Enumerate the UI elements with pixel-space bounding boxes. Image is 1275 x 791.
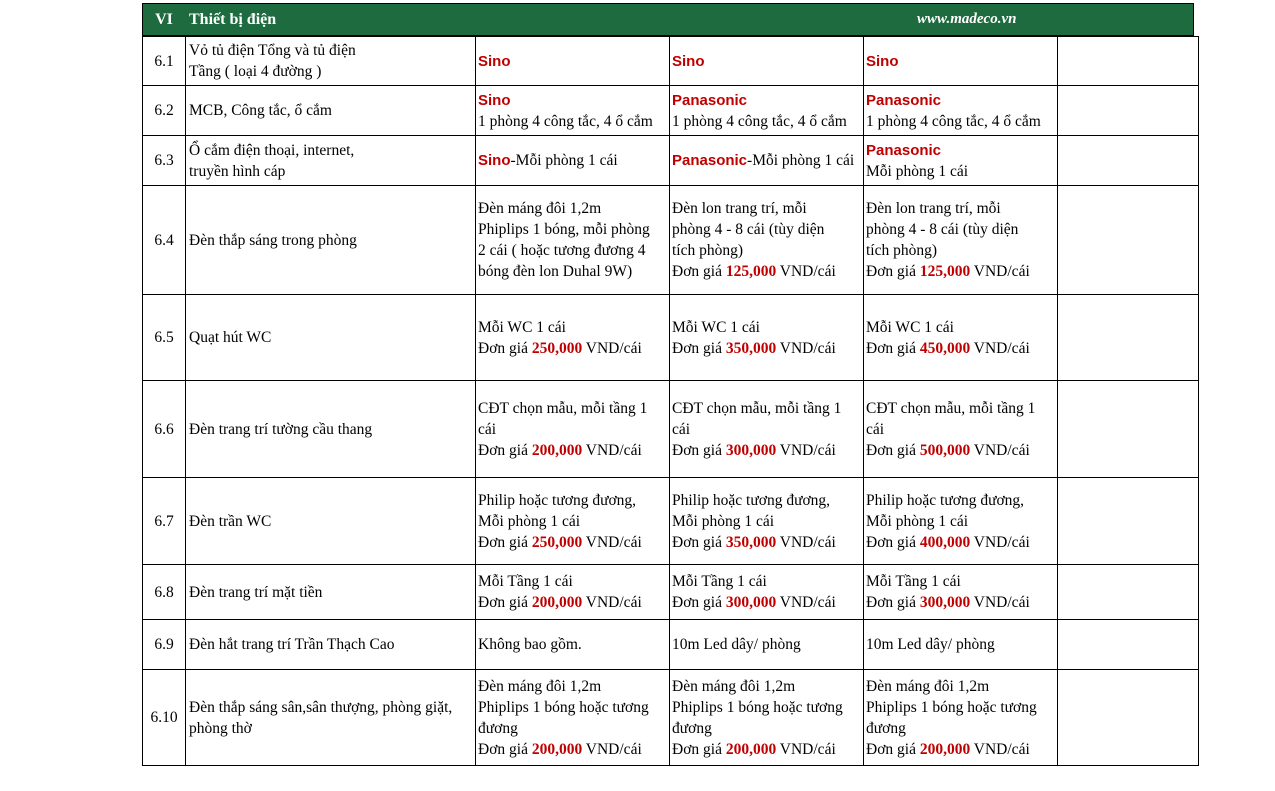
description-line: Đèn thắp sáng sân,sân thượng, phòng giặt,	[189, 698, 453, 716]
cell-line	[478, 571, 667, 592]
section-number: VI	[155, 10, 173, 28]
price-unit: VND/cái	[776, 740, 836, 758]
price-label: Đơn giá	[866, 263, 920, 280]
unit-price: 500,000	[919, 441, 971, 459]
cell-line	[672, 592, 861, 613]
cell-text: Phiplips 1 bóng, mỗi phòng	[478, 221, 650, 238]
cell-text: Mỗi Tầng 1 cái	[478, 573, 573, 590]
cell-line	[478, 718, 667, 739]
unit-price: 400,000	[919, 533, 971, 551]
brand-name: Sino	[672, 52, 705, 70]
brand-name: Panasonic	[866, 141, 942, 159]
option-cell	[476, 37, 670, 86]
price-label: Đơn giá	[866, 339, 920, 357]
cell-line	[866, 419, 1055, 440]
cell-line	[478, 440, 667, 461]
website-label: www.madeco.vn	[917, 11, 1017, 27]
item-description	[186, 136, 476, 186]
cell-line	[866, 111, 1055, 132]
cell-line	[672, 51, 861, 72]
cell-line	[672, 532, 861, 553]
cell-line	[866, 532, 1055, 553]
table-row	[143, 186, 1199, 295]
cell-line	[478, 634, 667, 655]
cell-text: cái	[672, 420, 691, 438]
price-unit: VND/cái	[970, 263, 1030, 280]
description-line: Đèn trần WC	[189, 512, 272, 530]
cell-text: Đèn máng đôi 1,2m	[478, 200, 602, 217]
cell-line	[672, 419, 861, 440]
unit-price: 250,000	[531, 533, 583, 551]
item-number: 6.9	[143, 620, 186, 670]
cell-line	[672, 571, 861, 592]
option-cell	[476, 86, 670, 136]
option-cell	[864, 186, 1058, 295]
cell-line	[866, 338, 1055, 359]
cell-text: 2 cái ( hoặc tương đương 4	[478, 242, 646, 259]
cell-line	[478, 676, 667, 697]
cell-text: -Mỗi phòng 1 cái	[510, 152, 618, 169]
price-unit: VND/cái	[776, 533, 836, 551]
option-cell	[864, 136, 1058, 186]
cell-text: 10m Led dây/ phòng	[866, 636, 995, 653]
cell-line	[672, 697, 861, 718]
price-unit: VND/cái	[970, 441, 1030, 459]
price-label: Đơn giá	[866, 533, 920, 551]
cell-line	[478, 592, 667, 613]
option-cell	[864, 620, 1058, 670]
option-cell	[476, 381, 670, 478]
price-label: Đơn giá	[672, 594, 726, 611]
description-line: truyền hình cáp	[189, 162, 286, 180]
cell-line	[478, 51, 667, 72]
cell-text: Mỗi WC 1 cái	[672, 318, 760, 336]
table-row	[143, 670, 1199, 766]
cell-text: Phiplips 1 bóng hoặc tương	[478, 698, 649, 716]
cell-line	[866, 697, 1055, 718]
cell-line	[478, 150, 667, 171]
option-cell	[476, 478, 670, 565]
empty-cell	[1058, 295, 1199, 381]
price-label: Đơn giá	[478, 594, 532, 611]
option-cell	[670, 295, 864, 381]
price-unit: VND/cái	[970, 533, 1030, 551]
price-unit: VND/cái	[582, 594, 642, 611]
price-label: Đơn giá	[866, 441, 920, 459]
cell-text: cái	[478, 420, 497, 438]
cell-text: Đèn lon trang trí, mỗi	[866, 200, 1001, 217]
cell-line	[478, 198, 667, 219]
cell-line	[672, 398, 861, 419]
table-row	[143, 565, 1199, 620]
cell-line	[866, 240, 1055, 261]
cell-line	[866, 739, 1055, 760]
cell-line	[672, 90, 861, 111]
unit-price: 300,000	[725, 594, 777, 611]
unit-price: 250,000	[531, 339, 583, 357]
cell-text: tích phòng)	[866, 242, 938, 259]
cell-line	[478, 490, 667, 511]
brand-name: Sino	[478, 152, 511, 169]
cell-line	[866, 398, 1055, 419]
empty-cell	[1058, 136, 1199, 186]
price-unit: VND/cái	[970, 740, 1030, 758]
cell-text: Mỗi Tầng 1 cái	[866, 573, 961, 590]
option-cell	[670, 565, 864, 620]
description-line: Đèn thắp sáng trong phòng	[189, 231, 357, 249]
cell-text: Mỗi Tầng 1 cái	[672, 573, 767, 590]
option-cell	[864, 565, 1058, 620]
cell-text: đương	[672, 719, 712, 737]
brand-name: Sino	[866, 52, 899, 70]
option-cell	[476, 136, 670, 186]
price-unit: VND/cái	[776, 441, 836, 459]
cell-line	[866, 51, 1055, 72]
cell-line	[672, 219, 861, 240]
option-cell	[864, 381, 1058, 478]
cell-line	[478, 240, 667, 261]
item-number: 6.4	[143, 186, 186, 295]
table-row	[143, 136, 1199, 186]
unit-price: 300,000	[919, 594, 971, 611]
cell-text: Đèn lon trang trí, mỗi	[672, 200, 807, 217]
cell-text: Đèn máng đôi 1,2m	[866, 677, 990, 695]
item-number: 6.6	[143, 381, 186, 478]
option-cell	[476, 295, 670, 381]
brand-name: Panasonic	[672, 152, 748, 169]
cell-line	[866, 198, 1055, 219]
option-cell	[476, 186, 670, 295]
price-label: Đơn giá	[672, 263, 726, 280]
table-row	[143, 295, 1199, 381]
brand-name: Panasonic	[672, 91, 748, 109]
item-description	[186, 478, 476, 565]
cell-text: Mỗi phòng 1 cái	[866, 512, 969, 530]
equipment-table	[142, 36, 1199, 766]
cell-text: 1 phòng 4 công tắc, 4 ổ cắm	[866, 112, 1041, 130]
cell-line	[478, 419, 667, 440]
price-label: Đơn giá	[866, 740, 920, 758]
cell-text: 1 phòng 4 công tắc, 4 ổ cắm	[478, 112, 653, 130]
brand-name: Sino	[478, 91, 511, 109]
cell-text: tích phòng)	[672, 242, 744, 259]
table-row	[143, 37, 1199, 86]
cell-line	[478, 532, 667, 553]
option-cell	[864, 478, 1058, 565]
price-label: Đơn giá	[478, 339, 532, 357]
description-line: Ổ cắm điện thoại, internet,	[189, 141, 355, 159]
option-cell	[670, 186, 864, 295]
cell-line	[866, 634, 1055, 655]
item-number: 6.5	[143, 295, 186, 381]
option-cell	[864, 86, 1058, 136]
item-description	[186, 620, 476, 670]
cell-line	[866, 261, 1055, 282]
cell-text: phòng 4 - 8 cái (tùy diện	[672, 221, 825, 238]
brand-name: Panasonic	[866, 91, 942, 109]
option-cell	[476, 670, 670, 766]
cell-text: Mỗi phòng 1 cái	[478, 512, 581, 530]
cell-line	[478, 90, 667, 111]
cell-line	[672, 676, 861, 697]
cell-text: Philip hoặc tương đương,	[866, 491, 1025, 509]
section-title: Thiết bị điện	[189, 10, 277, 28]
price-label: Đơn giá	[672, 441, 726, 459]
unit-price: 350,000	[725, 533, 777, 551]
cell-line	[672, 317, 861, 338]
option-cell	[670, 136, 864, 186]
option-cell	[670, 620, 864, 670]
unit-price: 300,000	[725, 441, 777, 459]
cell-line	[478, 739, 667, 760]
cell-line	[478, 219, 667, 240]
option-cell	[864, 670, 1058, 766]
item-description	[186, 86, 476, 136]
price-unit: VND/cái	[776, 339, 836, 357]
cell-line	[478, 398, 667, 419]
cell-text: 10m Led dây/ phòng	[672, 636, 801, 653]
price-unit: VND/cái	[582, 441, 642, 459]
price-unit: VND/cái	[776, 263, 836, 280]
cell-line	[866, 317, 1055, 338]
cell-line	[866, 571, 1055, 592]
price-unit: VND/cái	[970, 594, 1030, 611]
cell-line	[478, 511, 667, 532]
empty-cell	[1058, 565, 1199, 620]
description-line: Đèn trang trí tường cầu thang	[189, 420, 373, 438]
cell-text: CĐT chọn mẫu, mỗi tầng 1	[478, 399, 648, 417]
cell-line	[866, 511, 1055, 532]
cell-line	[672, 440, 861, 461]
cell-text: Mỗi WC 1 cái	[478, 318, 566, 336]
cell-line	[672, 240, 861, 261]
option-cell	[670, 86, 864, 136]
cell-line	[672, 198, 861, 219]
price-label: Đơn giá	[866, 594, 920, 611]
cell-text: Phiplips 1 bóng hoặc tương	[672, 698, 843, 716]
cell-text: Mỗi phòng 1 cái	[866, 162, 969, 180]
price-unit: VND/cái	[970, 339, 1030, 357]
description-line: Đèn hắt trang trí Trần Thạch Cao	[189, 636, 395, 653]
price-unit: VND/cái	[582, 740, 642, 758]
option-cell	[476, 565, 670, 620]
cell-line	[672, 634, 861, 655]
unit-price: 350,000	[725, 339, 777, 357]
option-cell	[476, 620, 670, 670]
item-description	[186, 565, 476, 620]
cell-text: Philip hoặc tương đương,	[672, 491, 831, 509]
empty-cell	[1058, 478, 1199, 565]
cell-text: Phiplips 1 bóng hoặc tương	[866, 698, 1037, 716]
price-label: Đơn giá	[672, 533, 726, 551]
table-row	[143, 381, 1199, 478]
cell-line	[672, 739, 861, 760]
cell-text: CĐT chọn mẫu, mỗi tầng 1	[866, 399, 1036, 417]
cell-line	[672, 511, 861, 532]
price-label: Đơn giá	[478, 441, 532, 459]
cell-text: 1 phòng 4 công tắc, 4 ổ cắm	[672, 112, 847, 130]
price-unit: VND/cái	[582, 533, 642, 551]
cell-line	[672, 718, 861, 739]
description-line: phòng thờ	[189, 719, 252, 737]
cell-text: Mỗi phòng 1 cái	[672, 512, 775, 530]
description-line: MCB, Công tắc, ổ cắm	[189, 102, 332, 119]
electrical-equipment-sheet	[142, 3, 1194, 766]
unit-price: 200,000	[531, 441, 583, 459]
empty-cell	[1058, 381, 1199, 478]
cell-text: -Mỗi phòng 1 cái	[747, 152, 855, 169]
unit-price: 200,000	[531, 740, 583, 758]
item-number: 6.1	[143, 37, 186, 86]
cell-line	[478, 317, 667, 338]
description-line: Quạt hút WC	[189, 329, 272, 346]
cell-text: CĐT chọn mẫu, mỗi tầng 1	[672, 399, 842, 417]
cell-line	[866, 676, 1055, 697]
option-cell	[864, 295, 1058, 381]
item-description	[186, 37, 476, 86]
item-number: 6.3	[143, 136, 186, 186]
empty-cell	[1058, 86, 1199, 136]
cell-text: đương	[478, 719, 518, 737]
cell-line	[866, 440, 1055, 461]
item-number: 6.10	[143, 670, 186, 766]
cell-text: Đèn máng đôi 1,2m	[672, 677, 796, 695]
unit-price: 200,000	[919, 740, 971, 758]
brand-name: Sino	[478, 52, 511, 70]
cell-text: cái	[866, 420, 885, 438]
item-number: 6.8	[143, 565, 186, 620]
item-description	[186, 670, 476, 766]
cell-text: Không bao gồm.	[478, 636, 582, 653]
unit-price: 125,000	[725, 263, 777, 280]
cell-line	[672, 261, 861, 282]
empty-cell	[1058, 37, 1199, 86]
cell-line	[672, 338, 861, 359]
item-description	[186, 381, 476, 478]
cell-text: Philip hoặc tương đương,	[478, 491, 637, 509]
empty-cell	[1058, 620, 1199, 670]
cell-line	[672, 490, 861, 511]
item-description	[186, 186, 476, 295]
description-line: Tầng ( loại 4 đường )	[189, 63, 322, 80]
cell-text: Mỗi WC 1 cái	[866, 318, 954, 336]
cell-line	[866, 490, 1055, 511]
cell-line	[478, 338, 667, 359]
cell-line	[672, 111, 861, 132]
cell-line	[672, 150, 861, 171]
price-label: Đơn giá	[672, 339, 726, 357]
cell-line	[866, 592, 1055, 613]
unit-price: 200,000	[531, 594, 583, 611]
item-description	[186, 295, 476, 381]
cell-text: phòng 4 - 8 cái (tùy diện	[866, 221, 1019, 238]
cell-line	[478, 111, 667, 132]
option-cell	[670, 478, 864, 565]
cell-line	[866, 90, 1055, 111]
unit-price: 200,000	[725, 740, 777, 758]
cell-text: đương	[866, 719, 906, 737]
unit-price: 125,000	[919, 263, 971, 280]
description-line: Đèn trang trí mặt tiền	[189, 583, 323, 601]
unit-price: 450,000	[919, 339, 971, 357]
option-cell	[670, 37, 864, 86]
empty-cell	[1058, 670, 1199, 766]
description-line: Vỏ tủ điện Tổng và tủ điện	[189, 42, 356, 59]
cell-text: bóng đèn lon Duhal 9W)	[478, 263, 633, 280]
table-row	[143, 86, 1199, 136]
cell-line	[866, 161, 1055, 182]
cell-line	[866, 219, 1055, 240]
empty-cell	[1058, 186, 1199, 295]
price-label: Đơn giá	[478, 740, 532, 758]
section-header	[142, 3, 1194, 36]
price-label: Đơn giá	[672, 740, 726, 758]
table-row	[143, 478, 1199, 565]
cell-line	[478, 697, 667, 718]
option-cell	[670, 381, 864, 478]
price-unit: VND/cái	[776, 594, 836, 611]
cell-text: Đèn máng đôi 1,2m	[478, 677, 602, 695]
price-label: Đơn giá	[478, 533, 532, 551]
cell-line	[866, 140, 1055, 161]
option-cell	[670, 670, 864, 766]
price-unit: VND/cái	[582, 339, 642, 357]
item-number: 6.2	[143, 86, 186, 136]
cell-line	[866, 718, 1055, 739]
item-number: 6.7	[143, 478, 186, 565]
cell-line	[478, 261, 667, 282]
table-row	[143, 620, 1199, 670]
option-cell	[864, 37, 1058, 86]
